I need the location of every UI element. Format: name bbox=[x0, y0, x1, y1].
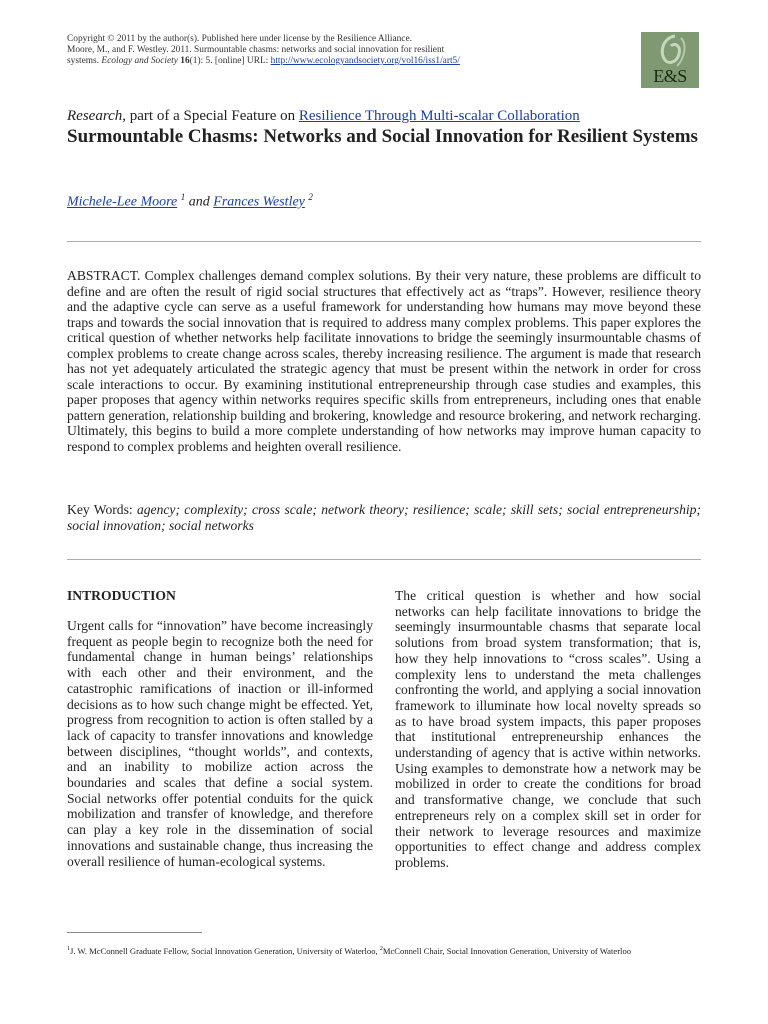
systems-prefix: systems. bbox=[67, 56, 100, 66]
footnote-affiliation-1: J. W. McConnell Graduate Fellow, Social Innovation Generation, University of Waterloo, bbox=[70, 945, 380, 956]
introduction-paragraph-left: Urgent calls for “innovation” have become increasingly frequent as people begin to recognize both the need for fundamental change in human beings’ relationships with each other and their environment, and the catastrophic ramifications of inaction or ill-informed decisions as to how such change might be effected. Yet, progress from recognition to action is often stalled by a lack of capacity to transfer innovations and knowledge between disciplines, “thought worlds”, and contexts, and an inability to mobilize action across the boundaries and scales that define a social system. Social networks offer potential conduits for the quick mobilization and transfer of knowledge, and therefore can play a key role in the dissemination of social innovations and sustainable change, thus increasing the overall resilience of human-ecological systems. bbox=[67, 618, 373, 869]
keywords-terms: agency; complexity; cross scale; network theory; resilience; scale; skill sets; social entrepreneurship; social innovation; social networks bbox=[67, 502, 701, 533]
introduction-paragraph-right: The critical question is whether and how social networks can help facilitate innovations to bridge the seemingly insurmountable chasms that separate local solutions from broad system transformation; that is, how they help innovations to “cross scales”. Using a complexity lens to understand the meta challenges confronting the world, and applying a social innovation framework to illuminate how local novelty spreads so as to have broad system impacts, this paper proposes that institutional entrepreneurship enhances the understanding of agency that is active within networks. Using examples to demonstrate how a network may be mobilized in order to create the conditions for broad and transformative change, we conclude that such entrepreneurs rely on a complex skill set in order for their network to leverage resources and maximize opportunities to effect change and address complex problems. bbox=[395, 588, 701, 870]
article-url-link[interactable]: http://www.ecologyandsociety.org/vol16/iss1/art5/ bbox=[270, 56, 460, 66]
volume-number: 16 bbox=[180, 56, 190, 66]
author-affiliation-marker: 1 bbox=[180, 192, 186, 202]
keywords bbox=[67, 502, 701, 534]
journal-name: Ecology and Society bbox=[101, 56, 178, 66]
issue-pages: (1): 5. [online] URL: bbox=[189, 56, 269, 66]
footnote-divider bbox=[67, 932, 202, 933]
keywords-label: Key Words: bbox=[67, 502, 133, 517]
author-affiliation-marker: 2 bbox=[308, 192, 313, 202]
article-title: Surmountable Chasms: Networks and Social Innovation for Resilient Systems bbox=[67, 126, 698, 147]
author-separator: and bbox=[188, 194, 210, 210]
footnote-marker-2: 2 bbox=[379, 946, 383, 952]
affiliation-footnote bbox=[67, 944, 707, 956]
copyright-line: Copyright © 2011 by the author(s). Published here under license by the Resilience Alliance. bbox=[67, 34, 412, 44]
article-kicker bbox=[67, 108, 580, 125]
author-link-westley[interactable]: Frances Westley bbox=[213, 194, 305, 210]
citation-line: Moore, M., and F. Westley. 2011. Surmountable chasms: networks and social innovation for resilient bbox=[67, 45, 445, 55]
article-type: Research bbox=[67, 108, 123, 124]
footnote-affiliation-2: McConnell Chair, Social Innovation Generation, University of Waterloo bbox=[382, 945, 632, 956]
journal-logo bbox=[641, 32, 699, 88]
author-link-moore[interactable]: Michele-Lee Moore bbox=[67, 194, 178, 210]
citation-source-line bbox=[67, 56, 627, 67]
feature-prefix: , part of a Special Feature on bbox=[122, 108, 299, 124]
footnote-marker-1: 1 bbox=[67, 946, 70, 952]
citation-header bbox=[67, 34, 627, 67]
divider-top bbox=[67, 241, 701, 242]
section-heading-introduction: INTRODUCTION bbox=[67, 588, 176, 603]
divider-bottom bbox=[67, 559, 701, 560]
author-list bbox=[67, 192, 313, 211]
special-feature-link[interactable]: Resilience Through Multi-scalar Collaboration bbox=[298, 108, 580, 124]
abstract: ABSTRACT. Complex challenges demand complex solutions. By their very nature, these problems are difficult to define and are often the result of rigid social structures that effectively act as “traps”. However, resilience theory and the adaptive cycle can serve as a useful framework for understanding how humans may move beyond these traps and towards the social innovation that is required to address many complex problems. This paper explores the critical question of whether networks help facilitate innovations to bridge the seemingly insurmountable chasms of complex problems to create change across scales, thereby increasing resilience. The argument is made that research has not yet adequately articulated the strategic agency that must be present within the network in order for cross scale interactions to occur. By examining institutional entrepreneurship through case studies and examples, this paper proposes that agency within networks requires specific skills from entrepreneurs, including ones that enable pattern generation, relationship building and brokering, knowledge and resource brokering, and network recharging. Ultimately, this begins to build a more complete understanding of how networks may improve human capacity to respond to complex problems and heighten overall resilience. bbox=[67, 268, 701, 454]
logo-text: E&S bbox=[653, 66, 687, 86]
